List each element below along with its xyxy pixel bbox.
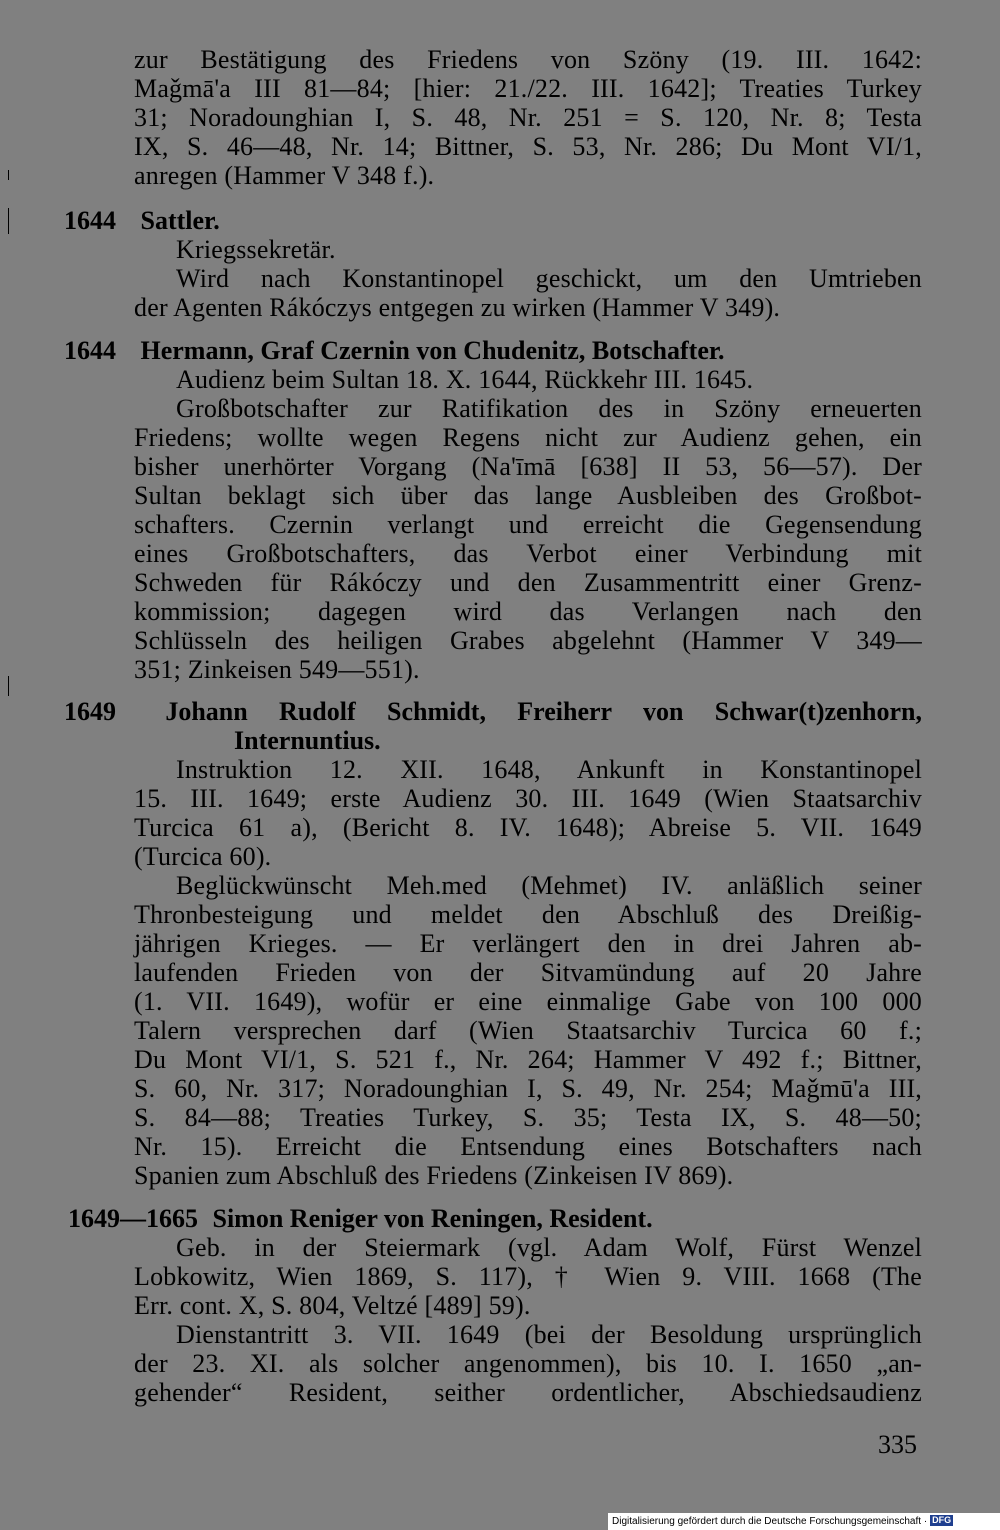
dfg-logo: DFG	[932, 1515, 952, 1525]
text-line: Maǧmā'a III 81—84; [hier: 21./22. III. 1642]; Treaties Turkey	[134, 74, 922, 103]
text-line: Thronbesteigung und meldet den Abschluß des Dreißig-	[134, 900, 922, 929]
text-line: 351; Zinkeisen 549—551).	[134, 655, 420, 684]
text-line: anregen (Hammer V 348 f.).	[134, 161, 435, 190]
text-line: Geb. in der Steiermark (vgl. Adam Wolf, Fürst Wenzel	[176, 1233, 922, 1262]
text-line: eines Großbotschafters, das Verbot einer Verbindung mit	[134, 539, 922, 568]
text-line: S. 84—88; Treaties Turkey, S. 35; Testa IX, S. 48—50;	[134, 1103, 922, 1132]
text-line: Turcica 61 a), (Bericht 8. IV. 1648); Abreise 5. VII. 1649	[134, 813, 922, 842]
entry-title-continuation: Internuntius.	[234, 726, 381, 755]
text-line: laufenden Frieden von der Sitvamündung auf 20 Jahre	[134, 958, 922, 987]
text-line: Friedens; wollte wegen Regens nicht zur Audienz gehen, ein	[134, 423, 922, 452]
entry-year: 1644	[64, 336, 116, 365]
text-line: zur Bestätigung des Friedens von Szöny (19. III. 1642:	[134, 45, 922, 74]
text-line: gehender“ Resident, seither ordentlicher, Abschiedsaudienz	[134, 1378, 922, 1407]
text-line: Talern versprechen darf (Wien Staatsarchiv Turcica 60 f.;	[134, 1016, 922, 1045]
text-line: jährigen Krieges. — Er verlängert den in drei Jahren ab-	[134, 929, 922, 958]
text-line: der Agenten Rákóczys entgegen zu wirken (Hammer V 349).	[134, 293, 781, 322]
entry-year: 1649	[64, 697, 116, 726]
text-line: Audienz beim Sultan 18. X. 1644, Rückkehr III. 1645.	[176, 365, 754, 394]
text-line: Spanien zum Abschluß des Friedens (Zinkeisen IV 869).	[134, 1161, 734, 1190]
entry-title: Sattler.	[140, 206, 220, 235]
text-line: Dienstantritt 3. VII. 1649 (bei der Besoldung ursprünglich	[176, 1320, 922, 1349]
footer-text: Digitalisierung gefördert durch die Deutsche Forschungsgemeinschaft ·	[612, 1516, 928, 1527]
margin-mark	[8, 208, 9, 234]
text-line: schafters. Czernin verlangt und erreicht die Gegensendung	[134, 510, 922, 539]
text-line: Beglückwünscht Meh.med (Mehmet) IV. anläßlich seiner	[176, 871, 922, 900]
text-line: (Turcica 60).	[134, 842, 272, 871]
text-line: kommission; dagegen wird das Verlangen nach den	[134, 597, 922, 626]
entry-heading	[64, 206, 922, 235]
text-line: S. 60, Nr. 317; Noradounghian I, S. 49, Nr. 254; Maǧmū'a III,	[134, 1074, 922, 1103]
text-line: 15. III. 1649; erste Audienz 30. III. 1649 (Wien Staatsarchiv	[134, 784, 922, 813]
text-line: bisher unerhörter Vorgang (Na'īmā [638] II 53, 56—57). Der	[134, 452, 922, 481]
entry-heading	[64, 697, 922, 726]
text-line: Lobkowitz, Wien 1869, S. 117), † Wien 9. VIII. 1668 (The	[134, 1262, 922, 1291]
entry-year: 1644	[64, 206, 116, 235]
entry-title: Johann Rudolf Schmidt, Freiherr von Schwar(t)zenhorn,	[165, 697, 922, 726]
footer-funding-note	[608, 1513, 1000, 1530]
text-line: Kriegssekretär.	[176, 235, 336, 264]
entry-body	[134, 235, 922, 322]
entry-title: Simon Reniger von Reningen, Resident.	[212, 1204, 653, 1233]
entry-title: Hermann, Graf Czernin von Chudenitz, Botschafter.	[140, 336, 725, 365]
text-line: IX, S. 46—48, Nr. 14; Bittner, S. 53, Nr. 286; Du Mont VI/1,	[134, 132, 922, 161]
text-line: der 23. XI. als solcher angenommen), bis 10. I. 1650 „an-	[134, 1349, 922, 1378]
text-line: 31; Noradounghian I, S. 48, Nr. 251 = S. 120, Nr. 8; Testa	[134, 103, 922, 132]
entry-heading	[64, 336, 922, 365]
entry-body	[134, 365, 922, 684]
margin-mark	[8, 170, 9, 180]
margin-mark	[8, 676, 9, 696]
text-line: Schweden für Rákóczy und den Zusammentritt einer Grenz-	[134, 568, 922, 597]
entry-body	[134, 1233, 922, 1407]
text-line: (1. VII. 1649), wofür er eine einmalige Gabe von 100 000	[134, 987, 922, 1016]
text-line: Sultan beklagt sich über das lange Ausbleiben des Großbot-	[134, 481, 922, 510]
intro-paragraph	[134, 45, 922, 190]
text-line: Wird nach Konstantinopel geschickt, um den Umtrieben	[176, 264, 922, 293]
text-line: Instruktion 12. XII. 1648, Ankunft in Konstantinopel	[176, 755, 922, 784]
text-line: Nr. 15). Erreicht die Entsendung eines Botschafters nach	[134, 1132, 922, 1161]
text-line: Err. cont. X, S. 804, Veltzé [489] 59).	[134, 1291, 531, 1320]
text-line: Schlüsseln des heiligen Grabes abgelehnt (Hammer V 349—	[134, 626, 922, 655]
text-line: Du Mont VI/1, S. 521 f., Nr. 264; Hammer V 492 f.; Bittner,	[134, 1045, 922, 1074]
entry-heading	[68, 1204, 926, 1233]
entry-year: 1649—1665	[68, 1204, 198, 1233]
entry-body	[134, 755, 922, 1190]
text-line: Großbotschafter zur Ratifikation des in Szöny erneuerten	[176, 394, 922, 423]
page-number: 335	[878, 1430, 917, 1459]
